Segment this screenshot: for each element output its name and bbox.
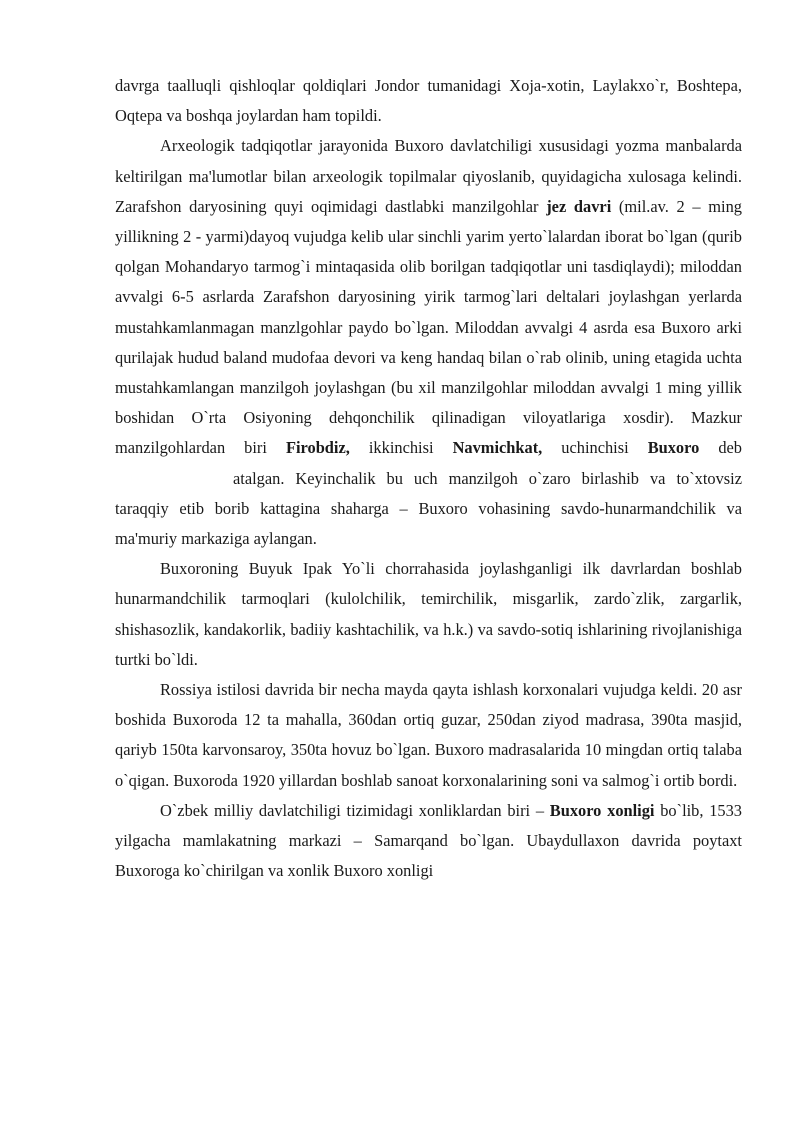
- paragraph-2-text-d: ikkinchisi: [349, 438, 453, 458]
- term-buxoro: Buxoro: [647, 438, 700, 458]
- paragraph-2-text-f: deb: [699, 438, 742, 458]
- paragraph-2-text-a: Arxeologik tadqiqotlar jarayonida Buxoro davlatchiligi xususidagi yozma manbalarda keltirilgan ma'lumotlar bilan arxeologik topilmalar qiyoslanib, quyidagicha xulosaga kelindi. Zarafshon daryosining quyi oqimidagi dastlabki manzilgohlar: [115, 136, 742, 216]
- document-page: [115, 71, 742, 886]
- term-firobdiz: Firobdiz,: [285, 438, 350, 458]
- paragraph-3: Buxoroning Buyuk Ipak Yo`li chorrahasida joylashganligi ilk davrlardan boshlab hunarmandchilik tarmoqlari (kulolchilik, temirchilik, misgarlik, zardo`zlik, zargarlik, shishasozlik, kandakorlik, badiiy kashtachilik, va h.k.) va savdo-sotiq ishlarining rivojlanishiga turtki bo`ldi.: [115, 559, 742, 669]
- paragraph-1: davrga taalluqli qishloqlar qoldiqlari Jondor tumanidagi Xoja-xotin, Laylakxo`r, Boshtepa, Oqtepa va boshqa joylardan ham topildi.: [115, 76, 742, 126]
- paragraph-5: [115, 796, 742, 887]
- paragraph-5-text-c: bo`lib, 1533 yilgacha mamlakatning markazi – Samarqand bo`lgan. Ubaydullaxon davrida poytaxt Buxoroga ko`chirilgan va xonlik Buxoro xonligi: [115, 800, 742, 881]
- paragraph-2-text-e: uchinchisi: [542, 438, 648, 458]
- term-navmichkat: Navmichkat,: [452, 438, 543, 458]
- term-buxoro-xonligi: Buxoro xonligi: [549, 800, 655, 820]
- paragraph-4: Rossiya istilosi davrida bir necha mayda qayta ishlash korxonalari vujudga keldi. 20 asr boshida Buxoroda 12 ta mahalla, 360dan ortiq guzar, 250dan ziyod madrasa, 390ta masjid, qariyb 150ta karvonsaroy, 350ta hovuz bo`lgan. Buxoro madrasalarida 10 mingdan ortiq talaba o`qigan. Buxoroda 1920 yillardan boshlab sanoat korxonalarining soni va salmog`i ortib bordi.: [115, 680, 742, 790]
- paragraph-2-text-g: atalgan. Keyinchalik bu uch manzilgoh o`zaro birlashib va to`xtovsiz taraqqiy etib borib kattagina shaharga – Buxoro vohasining savdo-hunarmandchilik va ma'muriy markaziga aylangan.: [115, 468, 742, 549]
- paragraph-2-text-c: (mil.av. 2 – ming yillikning 2 - yarmi)dayoq vujudga kelib ular sinchli yarim yerto`lalardan iborat bo`lgan (qurib qolgan Mohandaryo tarmog`i mintaqasida olib borilgan tadqiqotlar uni tasdiqlaydi); miloddan avvalgi 6-5 asrlarda Zarafshon daryosining yirik tarmog`lari deltalari joylashgan yerlarda mustahkamlanmagan manzlgohlar paydo bo`lgan. Miloddan avvalgi 4 asrda esa Buxoro arki qurilajak hudud baland mudofaa devori va keng handaq bilan o`rab olinib, uning etagida uchta mustahkamlangan manzilgoh joylashgan (bu xil manzilgohlar miloddan avvalgi 1 ming yillik boshidan O`rta Osiyoning dehqonchilik qilinadigan viloyatlariga xosdir). Mazkur manzilgohlardan biri: [115, 196, 742, 458]
- paragraph-5-text-a: O`zbek milliy davlatchiligi tizimidagi xonliklardan biri –: [160, 800, 550, 820]
- paragraph-2: [115, 131, 742, 554]
- term-jez-davri: jez davri: [546, 196, 612, 216]
